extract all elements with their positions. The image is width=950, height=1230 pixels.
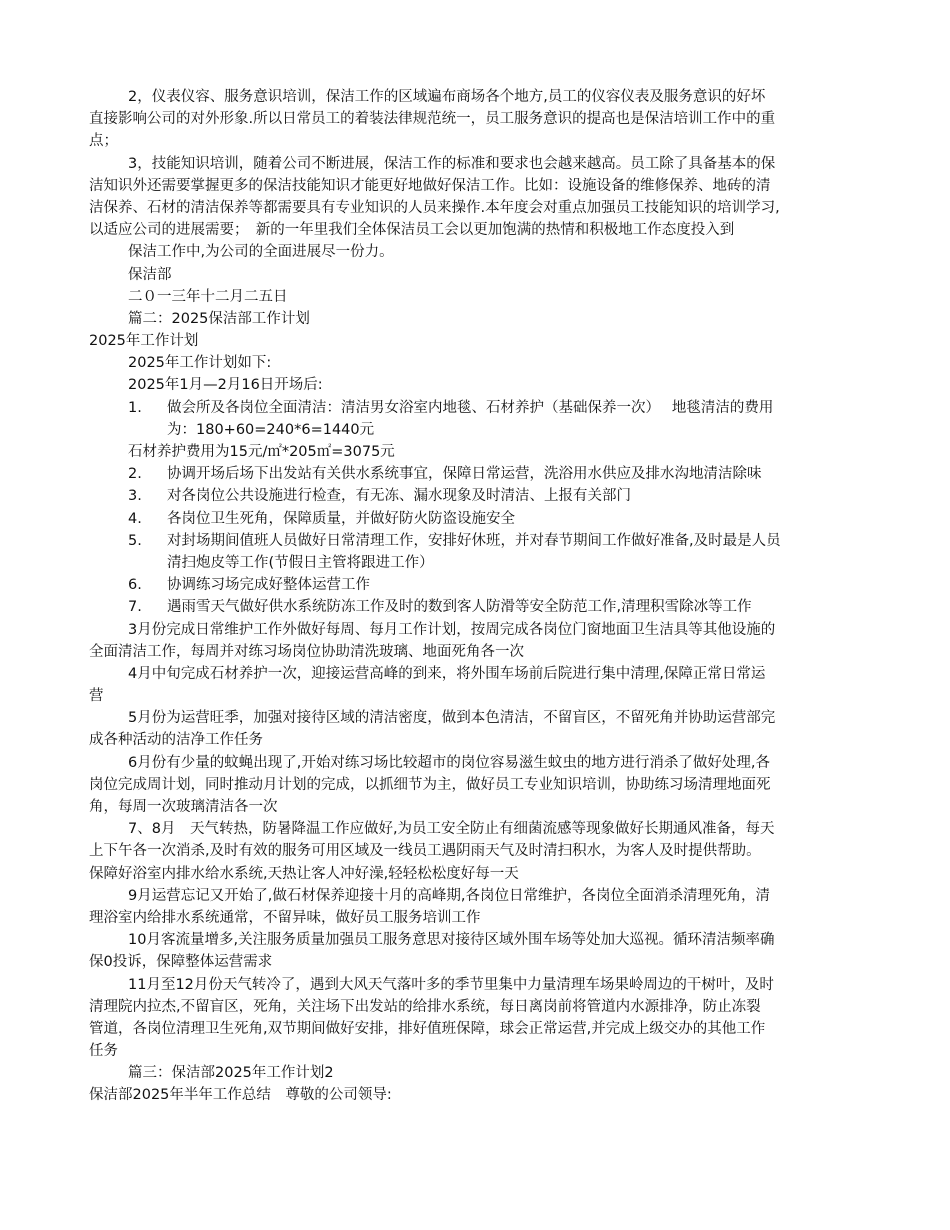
text-line: 角，每周一次玻璃清洁各一次 <box>89 799 278 815</box>
list-item-number: 7. <box>128 599 142 616</box>
text-line: 6月份有少量的蚊蝇出现了,开始对练习场比较超市的岗位容易滋生蚊虫的地方进行消杀了做好处理,各 <box>128 754 770 771</box>
list-item <box>89 485 870 507</box>
list-item <box>89 530 870 552</box>
text-line: 点； <box>89 133 118 150</box>
list-item-number: 6. <box>128 577 142 594</box>
list-item-number: 4. <box>128 510 142 527</box>
text-line: 理浴室内给排水系统通常，不留异味，做好员工服务培训工作 <box>89 909 481 926</box>
list-item-number: 1. <box>128 399 142 416</box>
text-line: 保洁工作中,为公司的全面进展尽一份力。 <box>128 244 394 261</box>
text-line: 3月份完成日常维护工作外做好每周、每月工作计划，按周完成各岗位门窗地面卫生洁具等其他设施的 <box>128 621 776 638</box>
text-line: 以适应公司的进展需要； 新的一年里我们全体保洁员工会以更加饱满的热情和积极地工作态度投入到 <box>89 222 735 239</box>
list-item-text: 协调练习场完成好整体运营工作 <box>167 577 370 594</box>
text-line: 篇二：2025保洁部工作计划 <box>128 310 310 327</box>
text-line: 保障好浴室内排水给水系统,天热让客人冲好澡,轻轻松松度好每一天 <box>89 865 519 882</box>
text-line: 洁保养、石材的清洁保养等都需要具有专业知识的人员来操作.本年度会对重点加强员工技能知识的培训学习, <box>89 199 780 216</box>
text-line: 5月份为运营旺季，加强对接待区域的清洁密度，做到本色清洁，不留盲区，不留死角并协助运营部完 <box>128 710 776 727</box>
text-line: 保0投诉，保障整体运营需求 <box>89 954 273 971</box>
list-item-text: 做会所及各岗位全面清洁：清洁男女浴室内地毯、石材养护（基础保养一次） 地毯清洁的费用 <box>167 399 774 416</box>
text-line: 成各种活动的洁净工作任务 <box>89 732 263 749</box>
list-item-text: 各岗位卫生死角，保障质量，并做好防火防盗设施安全 <box>167 510 515 527</box>
text-line: 上下午各一次消杀,及时有效的服务可用区域及一线员工遇阴雨天气及时清扫积水，为客人及时提供帮助。 <box>89 843 761 860</box>
text-line: 清理院内拉杰,不留盲区，死角，关注场下出发站的给排水系统，每日离岗前将管道内水源排净，防止冻裂 <box>89 998 761 1015</box>
text-line: 营 <box>89 688 104 705</box>
text-line: 9月运营忘记又开始了,做石材保养迎接十月的高峰期,各岗位日常维护，各岗位全面消杀清理死角，清 <box>128 887 770 904</box>
list-item-text: 对各岗位公共设施进行检查，有无冻、漏水现象及时清洁、上报有关部门 <box>167 488 631 505</box>
text-line: 洁知识外还需要掌握更多的保洁技能知识才能更好地做好保洁工作。比如：设施设备的维修保养、地砖的清 <box>89 177 771 194</box>
text-line: 2025年1月—2月16日开场后: <box>128 377 323 394</box>
list-item <box>89 596 870 618</box>
text-line: 2025年工作计划 <box>89 333 199 350</box>
text-line: 任务 <box>89 1043 118 1060</box>
list-item <box>89 508 870 530</box>
text-line: 4月中旬完成石材养护一次，迎接运营高峰的到来，将外围车场前后院进行集中清理,保障正常日常运 <box>128 665 766 682</box>
text-line: 石材养护费用为15元/㎡*205㎡=3075元 <box>128 444 395 460</box>
list-item <box>89 397 870 419</box>
text-line: 管道，各岗位清理卫生死角,双节期间做好安排，排好值班保障，球会正常运营,并完成上级交办的其他工作 <box>89 1020 766 1037</box>
list-item-text: 遇雨雪天气做好供水系统防冻工作及时的数到客人防滑等安全防范工作,清理积雪除冰等工作 <box>167 599 752 616</box>
list-item <box>89 463 870 485</box>
text-line: 保洁部2025年半年工作总结 尊敬的公司领导: <box>89 1087 392 1104</box>
text-line: 全面清洁工作，每周并对练习场岗位协助清洗玻璃、地面死角各一次 <box>89 643 524 660</box>
text-line: 直接影响公司的对外形象.所以日常员工的着装法律规范统一，员工服务意识的提高也是保洁培训工作中的重 <box>89 111 776 128</box>
list-item <box>89 574 870 596</box>
text-line: 清扫炮皮等工作(节假日主管将跟进工作） <box>167 554 434 571</box>
text-line: 3，技能知识培训，随着公司不断进展，保洁工作的标准和要求也会越来越高。员工除了具备基本的保 <box>128 155 776 172</box>
list-item-text: 对封场期间值班人员做好日常清理工作，安排好休班，并对春节期间工作做好准备,及时最是人员 <box>167 532 781 549</box>
list-item-text: 协调开场后场下出发站有关供水系统事宜，保障日常运营，洗浴用水供应及排水沟地清洁除味 <box>167 466 762 483</box>
text-line: 为：180+60=240*6=1440元 <box>167 421 375 438</box>
text-line: 2025年工作计划如下: <box>128 355 272 372</box>
list-item-number: 2. <box>128 466 142 483</box>
text-line: 10月客流量增多,关注服务质量加强员工服务意思对接待区域外围车场等处加大巡视。循环清洁频率确 <box>128 932 775 949</box>
text-line: 11月至12月份天气转冷了，遇到大风天气落叶多的季节里集中力量清理车场果岭周边的干树叶，及时 <box>128 976 774 993</box>
text-line: 篇三：保洁部2025年工作计划2 <box>128 1065 334 1082</box>
list-item-number: 3. <box>128 488 142 505</box>
text-line: 7、8月 天气转热，防暑降温工作应做好,为员工安全防止有细菌流感等现象做好长期通风准备，每天 <box>128 821 775 838</box>
list-item-number: 5. <box>128 532 142 549</box>
text-line: 岗位完成周计划，同时推动月计划的完成，以抓细节为主，做好员工专业知识培训，协助练习场清理地面死 <box>89 776 771 793</box>
text-line: 2，仪表仪容、服务意识培训，保洁工作的区域遍布商场各个地方,员工的仪容仪表及服务意识的好坏 <box>128 89 766 105</box>
text-line: 二０一三年十二月二五日 <box>128 288 288 305</box>
text-line: 保洁部 <box>128 266 172 283</box>
